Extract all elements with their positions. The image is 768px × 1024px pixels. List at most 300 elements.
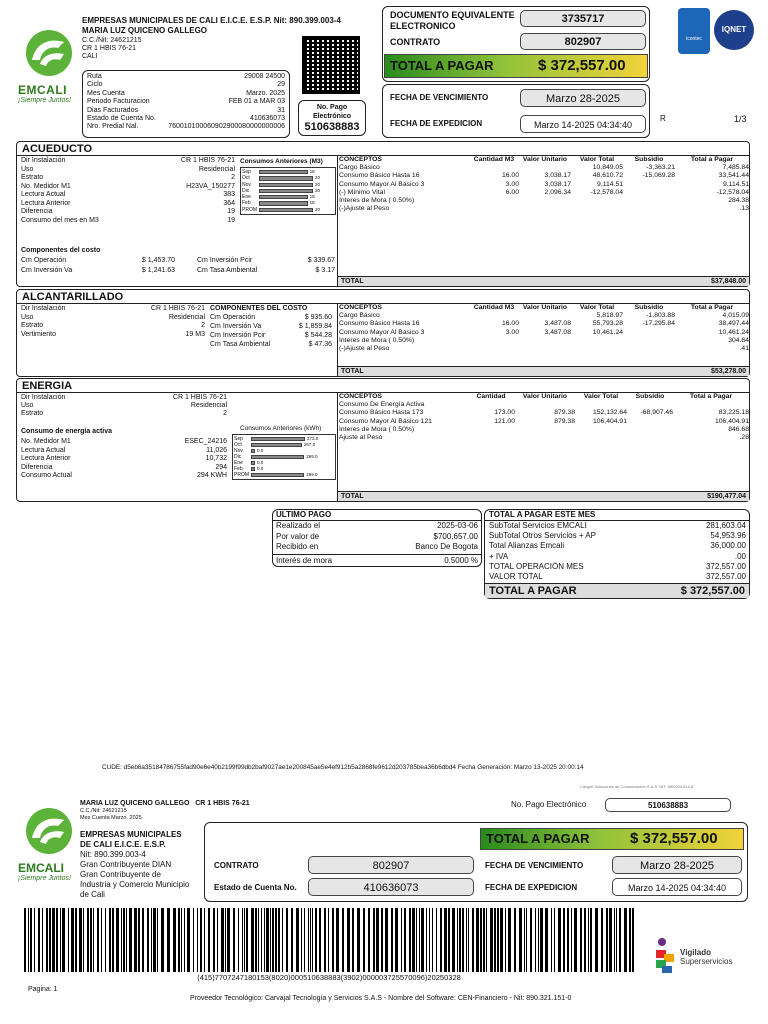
stub-company-line: DE CALI E.I.C.E. E.S.P.: [80, 840, 166, 849]
chart-value-label: 18: [309, 169, 315, 174]
info-row: [21, 182, 235, 191]
energia-title: ENERGIA: [22, 380, 73, 392]
info-row: [87, 81, 285, 89]
row-label: Estrato: [21, 174, 44, 181]
iqnet-cert-logo: [714, 10, 754, 50]
cost-value-2: $ 339.67: [307, 257, 335, 264]
barcode-bar: [258, 908, 259, 972]
row-value: ESEC_24216: [184, 438, 227, 445]
table-cell: [519, 197, 571, 205]
table-row: [339, 345, 749, 353]
table-row: [339, 197, 749, 205]
stub-logo-text: EMCALI: [18, 861, 64, 875]
table-cell: 106,404.91: [592, 417, 627, 425]
table-cell: [519, 205, 571, 213]
barcode-bar: [109, 908, 111, 972]
table-cell: Interes de Mora ( 0.50%): [339, 336, 415, 344]
row-label: Diferencia: [21, 463, 53, 471]
table-header: Subsidio: [635, 393, 665, 400]
chart-bar: [259, 201, 308, 205]
table-header: CONCEPTOS: [339, 393, 382, 400]
barcode-bar: [255, 908, 257, 972]
barcode-bar: [580, 908, 582, 972]
barcode-bar: [200, 908, 202, 972]
barcode-bar: [187, 908, 190, 972]
table-cell: -15,069.28: [642, 172, 675, 180]
table-header: Subsidio: [634, 304, 664, 311]
chart-bar: [259, 208, 313, 212]
superservicios-label: Superservicios: [680, 957, 733, 966]
row-value: 294: [215, 463, 227, 471]
table-cell: [575, 426, 627, 434]
cost-value-1: $ 1,241.63: [141, 267, 175, 274]
account-info-box: [82, 70, 290, 138]
row-label: Uso: [21, 313, 34, 321]
barcode-bar: [508, 908, 511, 972]
info-row: [21, 207, 235, 216]
ultimo-pago-rows: [276, 521, 478, 553]
table-cell: 9,114.51: [597, 180, 623, 188]
barcode-bar: [595, 908, 598, 972]
barcode-bar: [49, 908, 51, 972]
barcode-bar: [42, 908, 43, 972]
chart-value-label: 20: [315, 175, 321, 181]
table-cell: -1,803.88: [646, 312, 675, 320]
table-cell: 284.38: [728, 197, 749, 205]
barcode-bar: [275, 908, 277, 972]
chart-value-label: 18: [309, 200, 315, 206]
footer-page: Pagina: 1: [28, 986, 58, 993]
barcode-bar: [105, 908, 106, 972]
info-row: [276, 542, 478, 553]
barcode-bar: [75, 908, 77, 972]
ultimo-pago-title: ULTIMO PAGO: [276, 510, 332, 519]
stub-total-label: TOTAL A PAGAR: [486, 831, 590, 846]
table-cell: 121.00: [494, 417, 515, 425]
barcode-bar: [381, 908, 383, 972]
chart-month-label: Nov: [234, 448, 243, 454]
stub-company-line: de Cali: [80, 890, 105, 899]
row-label: Realizado el: [276, 521, 321, 530]
table-cell: 3,487.08: [544, 320, 571, 328]
stub-contrato-value: 802907: [308, 856, 474, 874]
barcode-bar: [524, 908, 525, 972]
table-row: [339, 320, 749, 328]
barcode-bar: [244, 908, 245, 972]
info-row: [87, 115, 285, 123]
table-cell: Consumo De Energía Activa: [339, 401, 425, 409]
cost-value-2: $ 3.17: [315, 267, 335, 274]
barcode-bar: [310, 908, 311, 972]
table-header: Valor Total: [583, 393, 619, 400]
logo-text: EMCALI: [18, 83, 67, 97]
barcode-bar: [421, 908, 424, 972]
table-cell: 9,114.51: [723, 180, 749, 188]
iqnet-label: IQNET: [721, 25, 747, 34]
cost-label-2: Cm Inversión Pcir: [197, 257, 253, 264]
table-cell: [515, 401, 575, 409]
barcode-bar: [30, 908, 32, 972]
barcode-bar: [519, 908, 522, 972]
barcode-bar: [291, 908, 293, 972]
barcode-bar: [476, 908, 479, 972]
barcode-bar: [452, 908, 455, 972]
chart-month-label: Dic: [234, 454, 242, 460]
alcantarillado-total-label: TOTAL: [341, 368, 364, 375]
resumen-title: TOTAL A PAGAR ESTE MES: [489, 510, 596, 519]
table-cell: Consumo Básico Hasta 173: [339, 409, 424, 417]
row-label: Consumo Actual: [21, 472, 72, 479]
pago-label: No. Pago Electrónico: [312, 104, 352, 120]
info-row: [21, 173, 235, 182]
row-label: Lectura Actual: [21, 191, 66, 198]
chart-value-label: 0.0: [257, 466, 264, 471]
table-cell: 173.00: [494, 409, 515, 417]
table-cell: -3,363.21: [646, 164, 675, 172]
table-cell: [515, 426, 575, 434]
barcode-bar: [286, 908, 288, 972]
chart-month-label: Dic: [242, 187, 250, 194]
barcode-bar: [101, 908, 102, 972]
barcode-bar: [138, 908, 140, 972]
row-value: 410636073: [249, 114, 285, 122]
barcode-bar: [62, 908, 65, 972]
table-cell: (-)Ajuste al Peso: [339, 205, 390, 213]
barcode-bar: [363, 908, 365, 972]
superservicios-icon: [652, 936, 678, 976]
row-value: 2025-03-06: [437, 521, 478, 530]
row-label: Periodo Facturacion: [87, 98, 150, 106]
chart-month-label: Oct: [242, 175, 250, 182]
barcode-bar: [590, 908, 592, 972]
row-value: 11,026: [206, 446, 227, 454]
info-row: [21, 321, 205, 330]
table-header: Valor Unitario: [522, 393, 568, 400]
table-cell: 3,487.08: [544, 328, 571, 336]
barcode-bar: [34, 908, 35, 972]
barcode-bar: [52, 908, 55, 972]
barcode-bar: [554, 908, 555, 972]
row-label: Uso: [21, 165, 34, 173]
row-label: Recibido en: [276, 542, 319, 551]
cost-row: [21, 256, 335, 266]
table-cell: Ajuste al Peso: [339, 434, 383, 442]
table-row: [339, 205, 749, 213]
chart-month-label: Feb: [242, 200, 251, 207]
table-cell: 879.38: [554, 417, 575, 425]
row-label: Consumo del mes en M3: [21, 216, 99, 224]
stub-cc-line: C.C./Nit: 24621215: [80, 808, 127, 814]
stub-company-line: Industria y Comercio Municipio: [80, 880, 190, 889]
table-cell: .28: [739, 434, 749, 442]
stub-company-line: EMPRESAS MUNICIPALES: [80, 830, 182, 839]
table-header: Cantidad: [476, 393, 506, 400]
table-cell: [623, 345, 675, 353]
barcode-bar: [609, 908, 612, 972]
row-label: Lectura Anterior: [21, 199, 71, 207]
table-cell: [571, 345, 623, 353]
stub-logo-slogan: ¡Siempre Juntos!: [18, 875, 71, 882]
barcode-bar: [373, 908, 375, 972]
barcode-bar: [308, 908, 309, 972]
row-label: No. Medidor M1: [21, 182, 71, 190]
stub-exp-label: FECHA DE EXPEDICION: [485, 883, 578, 892]
barcode-bar: [624, 908, 627, 972]
barcode-bar: [38, 908, 40, 972]
doc-value: 3735717: [520, 10, 646, 27]
exp-label: FECHA DE EXPEDICION: [390, 119, 483, 128]
barcode-bar: [540, 908, 543, 972]
barcode-bar: [251, 908, 254, 972]
info-row: [21, 446, 227, 455]
row-label: Vertimiento: [21, 330, 57, 338]
row-label: Cm Tasa Ambiental: [210, 341, 271, 348]
resumen-grand-value: $ 372,557.00: [680, 585, 745, 597]
cost-label-1: Cm Operación: [21, 257, 67, 264]
barcode-bar: [116, 908, 119, 972]
alcantarillado-costs: [210, 313, 332, 349]
table-header: Cantidad M3: [473, 156, 515, 163]
table-row: [339, 409, 749, 417]
table-cell: [623, 205, 675, 213]
table-cell: [469, 205, 519, 213]
info-row: [21, 304, 205, 313]
table-cell: [627, 418, 673, 426]
stub-estado-value: 410636073: [308, 878, 474, 896]
barcode-bar: [301, 908, 302, 972]
barcode-bar: [208, 908, 210, 972]
barcode-bar: [486, 908, 487, 972]
page-fraction: 1/3: [734, 114, 747, 124]
acueducto-chart: [240, 158, 336, 216]
vigilado-label: Vigilado: [680, 948, 711, 957]
contrato-label: CONTRATO: [390, 37, 441, 47]
table-cell: [519, 337, 571, 345]
row-value: Residencial: [198, 165, 235, 173]
cude-line: CUDE: d5eb6a35184786755fad90e6e40b2199f99db2baf9027ae1e200845ae5e4ef912b5a2868fe9612d203785bea36b6dbd4 Fecha Generación: Marzo 13-2025 20:00:14: [102, 764, 584, 771]
table-cell: [519, 312, 571, 320]
row-value: 372,557.00: [705, 561, 746, 571]
row-value: 364: [223, 199, 235, 207]
barcode-bar: [246, 908, 248, 972]
barcode-bar: [324, 908, 326, 972]
chart-month-label: Ene: [234, 460, 243, 466]
info-row: [21, 216, 235, 225]
row-value: 294 KWH: [197, 472, 227, 479]
table-cell: [519, 164, 571, 172]
table-cell: 38,497.44: [718, 320, 749, 328]
barcode-bar: [614, 908, 615, 972]
icontec-cert-logo: [678, 8, 710, 54]
table-cell: [627, 426, 673, 434]
stub-company-line: Gran Contribuyente DIAN: [80, 860, 172, 869]
barcode-bar: [480, 908, 482, 972]
barcode-bar: [588, 908, 589, 972]
acueducto-total-label: TOTAL: [341, 278, 364, 285]
emcali-logo: [18, 28, 80, 104]
row-label: Uso: [21, 402, 34, 409]
info-row: [21, 199, 235, 208]
barcode-bar: [181, 908, 182, 972]
table-cell: -17,295.84: [642, 320, 675, 328]
chart-value-label: 269.0: [306, 454, 318, 459]
table-cell: [467, 401, 515, 409]
barcode-bar: [304, 908, 305, 972]
barcode-bar: [538, 908, 539, 972]
table-cell: [469, 197, 519, 205]
contrato-value: 802907: [520, 33, 646, 50]
barcode-bar: [71, 908, 74, 972]
info-row: [21, 190, 235, 199]
account-info-rows: [87, 73, 285, 132]
concepts-table: [339, 393, 749, 442]
chart-bar: [259, 176, 313, 180]
row-value: Banco De Bogota: [415, 542, 478, 551]
barcode-bar: [459, 908, 461, 972]
barcode-bar: [272, 908, 274, 972]
table-row: [339, 312, 749, 320]
table-cell: 3,038.17: [544, 172, 571, 180]
table-cell: (-)Ajuste al Peso: [339, 345, 390, 353]
stub-pago-label: No. Pago Electrónico: [511, 800, 587, 809]
table-cell: 10,461.24: [592, 328, 623, 336]
chart-value-label: 0.0: [257, 460, 264, 465]
barcode-bar: [83, 908, 84, 972]
row-label: TOTAL OPERACIÓN MES: [489, 561, 584, 571]
table-cell: 55,793.28: [592, 320, 623, 328]
info-row: [21, 409, 227, 417]
barcode-bar: [468, 908, 469, 972]
barcode-bar: [567, 908, 569, 972]
barcode-bar: [385, 908, 388, 972]
chart-month-label: Feb: [234, 466, 243, 472]
barcode-bar: [571, 908, 572, 972]
barcode-bar: [282, 908, 283, 972]
table-cell: Cargo Básico: [339, 164, 380, 172]
energia-chart-title: Consumos Anteriores (kWh): [240, 425, 322, 432]
barcode-bar: [376, 908, 379, 972]
barcode-bar: [213, 908, 215, 972]
acueducto-chart-title: Consumos Anteriores (M3): [240, 158, 323, 165]
barcode-bar: [68, 908, 69, 972]
barcode-bar: [217, 908, 218, 972]
info-row: [21, 313, 205, 322]
chart-month-label: PROM: [242, 206, 257, 213]
barcode-bar: [483, 908, 485, 972]
table-header: Total a Pagar: [690, 156, 734, 163]
info-row: [489, 521, 746, 531]
table-cell: 152,132.64: [592, 409, 627, 417]
table-cell: .41: [739, 345, 749, 353]
table-cell: [673, 401, 749, 409]
info-row: [87, 98, 285, 106]
cost-value-1: $ 1,453.70: [141, 257, 175, 264]
barcode-bar: [494, 908, 496, 972]
chart-value-label: 269.0: [306, 472, 318, 477]
row-value: 29008 24500: [244, 73, 285, 80]
barcode-bar: [233, 908, 235, 972]
barcode-bar: [629, 908, 631, 972]
info-row: [210, 313, 332, 322]
table-cell: 83,225.18: [718, 409, 749, 417]
stub-name-line: MARIA LUZ QUICENO GALLEGO CR 1 HBIS 76-21: [80, 800, 250, 807]
row-value: $ 1,859.84: [298, 323, 332, 330]
alcantarillado-total-bar: [338, 366, 749, 376]
stub-mes-line: Mes Cuenta Marzo. 2025: [80, 815, 142, 821]
stub-logo-icon: [18, 806, 80, 856]
table-cell: [469, 312, 519, 320]
row-label: Lectura Anterior: [21, 455, 71, 462]
barcode-bar: [328, 908, 329, 972]
chart-bar: [251, 461, 255, 465]
table-cell: Consumo Básico Hasta 16: [339, 320, 420, 328]
stub-estado-label: Estado de Cuenta No.: [214, 883, 297, 892]
table-cell: Consumo Mayor Al Básico 3: [339, 180, 425, 188]
acueducto-title: ACUEDUCTO: [22, 143, 93, 155]
barcode-bar: [167, 908, 170, 972]
row-label: Cm Inversión Va: [210, 323, 262, 330]
row-value: 372,557.00: [705, 571, 746, 581]
row-label: SubTotal Servicios EMCALI: [489, 521, 587, 530]
table-row: [339, 172, 749, 180]
table-cell: 2,096.34: [544, 188, 571, 196]
barcode-bar: [264, 908, 265, 972]
barcode-bar: [24, 908, 26, 972]
barcode-bar: [404, 908, 406, 972]
barcode-bar: [514, 908, 516, 972]
row-label: Dias Facturados: [87, 106, 138, 114]
info-row: [21, 437, 227, 446]
acueducto-total-bar: [338, 276, 749, 286]
table-cell: (-) Mínimo Vital: [339, 188, 385, 196]
barcode-bar: [184, 908, 185, 972]
barcode-bar: [278, 908, 280, 972]
chart-value-label: 257.0: [303, 442, 316, 447]
row-label: Dir Instalación: [21, 157, 66, 164]
row-label: Por valor de: [276, 531, 320, 541]
barcode-bar: [336, 908, 339, 972]
row-value: CR 1 HBIS 76-21: [180, 157, 235, 164]
table-cell: 5,818.97: [596, 312, 623, 320]
chart-month-label: Oct: [234, 442, 242, 448]
barcode-bar: [46, 908, 48, 972]
table-cell: [623, 181, 675, 189]
resumen-grand-label: TOTAL A PAGAR: [489, 585, 577, 597]
table-cell: [627, 434, 673, 442]
barcode-bar: [342, 908, 344, 972]
table-cell: 106,404.91: [714, 417, 749, 425]
table-cell: .13: [739, 205, 749, 213]
table-cell: 6.00: [505, 188, 519, 196]
barcode-bar: [60, 908, 61, 972]
stub-company-line: Gran Contribuyente de: [80, 870, 161, 879]
barcode-bar: [123, 908, 125, 972]
row-value: 29: [277, 81, 285, 89]
barcode-bar: [584, 908, 586, 972]
barcode-bar: [426, 908, 427, 972]
info-row: [87, 107, 285, 115]
pago-box: [298, 100, 366, 136]
table-cell: 846.68: [728, 425, 749, 433]
row-label: Nro. Predial Nal.: [87, 123, 139, 131]
barcode-bar: [409, 908, 411, 972]
table-cell: [571, 337, 623, 345]
stub-emcali-logo: [18, 806, 80, 880]
table-cell: 33,541.44: [718, 172, 749, 180]
barcode-bar: [416, 908, 417, 972]
barcode-bar: [93, 908, 94, 972]
info-row: [21, 165, 235, 174]
